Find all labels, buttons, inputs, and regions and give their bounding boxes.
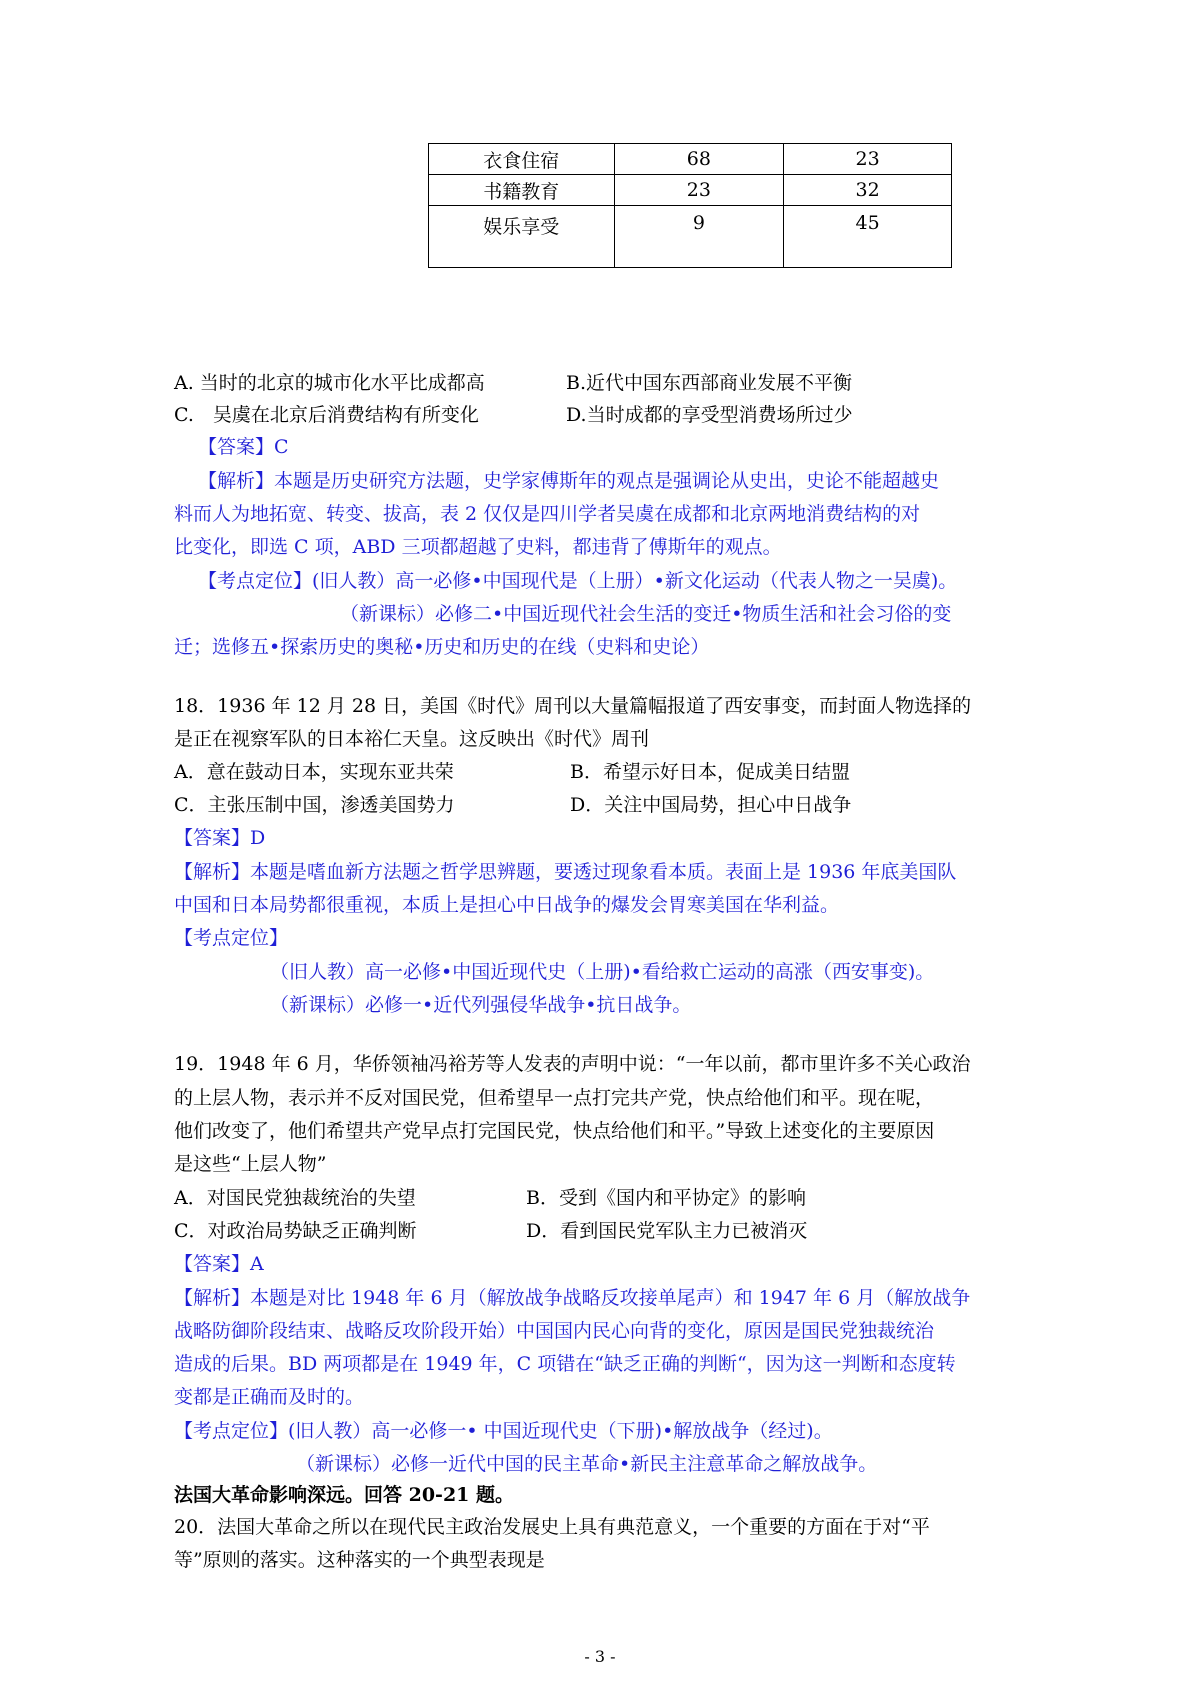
q19-option-b: B．受到《国内和平协定》的影响 xyxy=(526,1187,806,1209)
q17-point-line: 迁；选修五•探索历史的奥秘•历史和历史的在线（史料和史论） xyxy=(174,636,710,658)
q17-option-a: A. 当时的北京的城市化水平比成都高 xyxy=(174,372,485,394)
q18-option-c: C．主张压制中国，渗透美国势力 xyxy=(174,794,455,816)
table-cell: 23 xyxy=(784,144,952,175)
table-cell: 45 xyxy=(784,206,952,268)
q18-point-title: 【考点定位】 xyxy=(174,927,289,949)
q17-point-line: （新课标）必修二•中国近现代社会生活的变迁•物质生活和社会习俗的变 xyxy=(340,603,952,625)
q18-analysis-line: 【解析】本题是嗜血新方法题之哲学思辨题，要透过现象看本质。表面上是 1936 年底美国队 xyxy=(174,861,957,883)
q18-answer: 【答案】D xyxy=(174,827,266,849)
q17-analysis-line: 【解析】本题是历史研究方法题，史学家傅斯年的观点是强调论从史出，史论不能超越史 xyxy=(198,470,940,492)
q19-answer: 【答案】A xyxy=(174,1253,264,1275)
q18-option-b: B．希望示好日本，促成美日结盟 xyxy=(570,761,850,783)
q19-analysis-line: 造成的后果。BD 两项都是在 1949 年，C 项错在“缺乏正确的判断“，因为这一判断和态度转 xyxy=(174,1353,956,1375)
table-row xyxy=(429,175,952,206)
q19-point-line: 【考点定位】(旧人教）高一必修一• 中国近现代史（下册)•解放战争（经过)。 xyxy=(174,1420,833,1442)
q19-point-line: （新课标）必修一近代中国的民主革命•新民主注意革命之解放战争。 xyxy=(296,1453,878,1475)
q18-analysis-line: 中国和日本局势都很重视，本质上是担心中日战争的爆发会胃寒美国在华利益。 xyxy=(174,894,840,916)
q18-stem-line: 18．1936 年 12 月 28 日，美国《时代》周刊以大量篇幅报道了西安事变，而封面人物选择的 xyxy=(174,695,972,717)
table-cell: 23 xyxy=(614,175,784,206)
q19-option-d: D．看到国民党军队主力已被消灭 xyxy=(526,1220,808,1242)
q18-point-line: （新课标）必修一•近代列强侵华战争•抗日战争。 xyxy=(270,994,692,1016)
page-number: - 3 - xyxy=(584,1647,616,1666)
table-cell: 9 xyxy=(614,206,784,268)
q20-stem-line: 等”原则的落实。这种落实的一个典型表现是 xyxy=(174,1549,545,1571)
q18-option-a: A．意在鼓动日本，实现东亚共荣 xyxy=(174,761,454,783)
q19-stem-line: 的上层人物，表示并不反对国民党，但希望早一点打完共产党，快点给他们和平。现在呢， xyxy=(174,1087,935,1109)
q17-option-d: D.当时成都的享受型消费场所过少 xyxy=(566,404,853,426)
table-cell: 68 xyxy=(614,144,784,175)
q20-stem-line: 20．法国大革命之所以在现代民主政治发展史上具有典范意义，一个重要的方面在于对“平 xyxy=(174,1516,930,1538)
q19-stem-line: 是这些“上层人物” xyxy=(174,1153,327,1175)
q19-stem-line: 他们改变了，他们希望共产党早点打完国民党，快点给他们和平。”导致上述变化的主要原因 xyxy=(174,1120,935,1142)
table-cell: 书籍教育 xyxy=(429,175,615,206)
q19-stem-line: 19．1948 年 6 月，华侨领袖冯裕芳等人发表的声明中说：“一年以前，都市里许多不关心政治 xyxy=(174,1053,971,1075)
q19-analysis-line: 战略防御阶段结束、战略反攻阶段开始）中国国内民心向背的变化，原因是国民党独裁统治 xyxy=(174,1320,935,1342)
table-row xyxy=(429,144,952,175)
q18-stem-line: 是正在视察军队的日本裕仁天皇。这反映出《时代》周刊 xyxy=(174,728,650,750)
consumption-table xyxy=(428,143,952,268)
table-cell: 衣食住宿 xyxy=(429,144,615,175)
q19-option-c: C．对政治局势缺乏正确判断 xyxy=(174,1220,417,1242)
q19-analysis-line: 【解析】本题是对比 1948 年 6 月（解放战争战略反攻接单尾声）和 1947 年 6 月（解放战争 xyxy=(174,1287,971,1309)
q17-option-c: C. 吴虞在北京后消费结构有所变化 xyxy=(174,404,479,426)
table-row xyxy=(429,206,952,268)
table-cell: 32 xyxy=(784,175,952,206)
q17-answer: 【答案】C xyxy=(198,436,289,458)
q17-analysis-line: 比变化，即选 C 项，ABD 三项都超越了史料，都违背了傅斯年的观点。 xyxy=(174,536,782,558)
section-heading: 法国大革命影响深远。回答 20-21 题。 xyxy=(174,1484,514,1506)
table-cell: 娱乐享受 xyxy=(429,206,615,268)
q18-option-d: D．关注中国局势，担心中日战争 xyxy=(570,794,852,816)
q18-point-line: （旧人教）高一必修•中国近现代史（上册)•看给救亡运动的高涨（西安事变)。 xyxy=(270,961,935,983)
q19-analysis-line: 变都是正确而及时的。 xyxy=(174,1386,365,1408)
q19-option-a: A．对国民党独裁统治的失望 xyxy=(174,1187,416,1209)
q17-option-b: B.近代中国东西部商业发展不平衡 xyxy=(566,372,853,394)
q17-analysis-line: 料而人为地拓宽、转变、拔高，表 2 仅仅是四川学者吴虞在成都和北京两地消费结构的对 xyxy=(174,503,921,525)
q17-point-line: 【考点定位】(旧人教）高一必修•中国现代是（上册）•新文化运动（代表人物之一吴虞)。 xyxy=(198,570,958,592)
